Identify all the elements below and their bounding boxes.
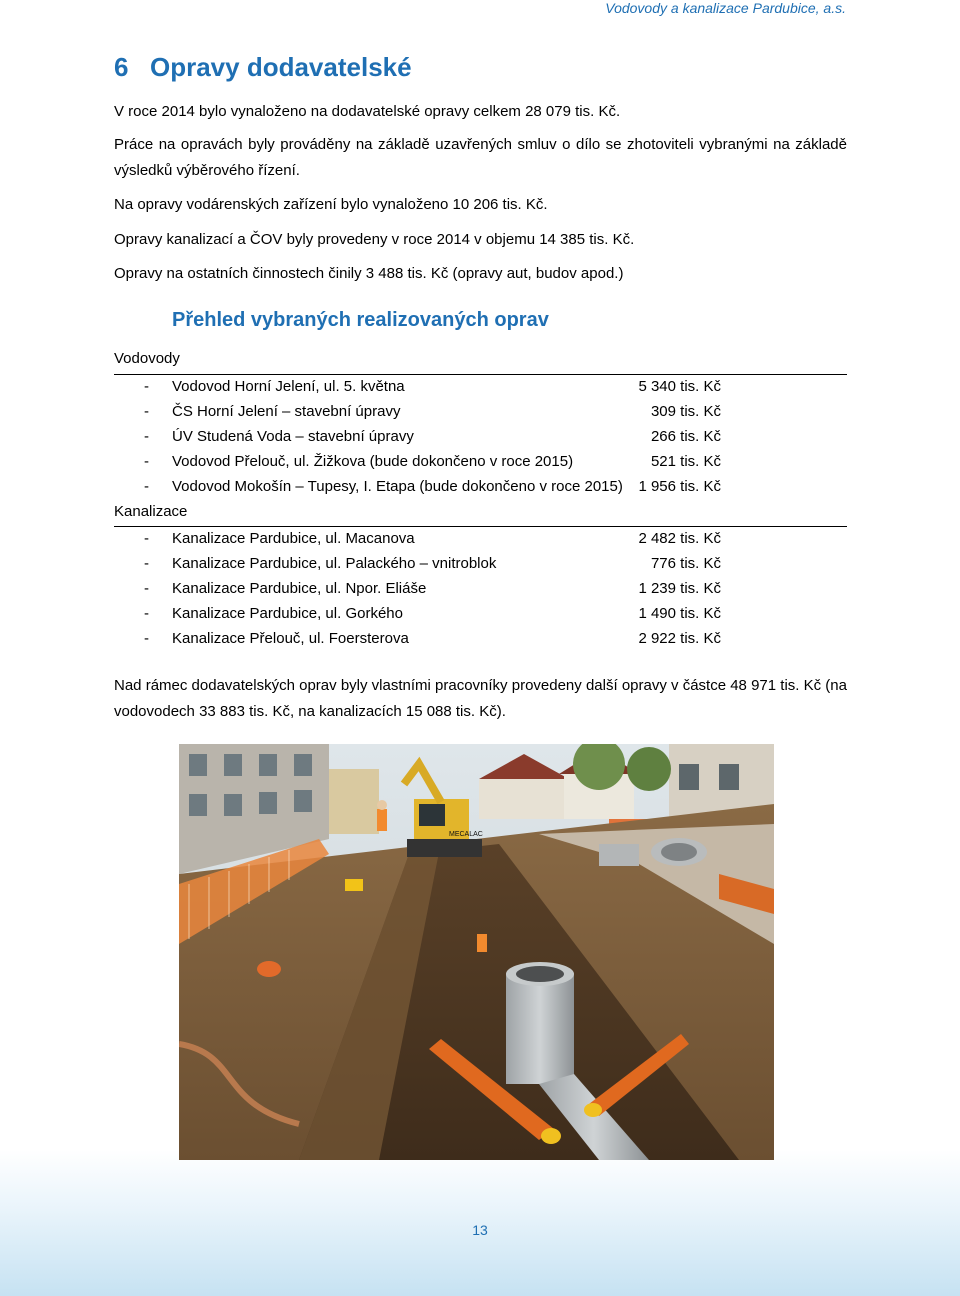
- paragraph-sewer: Opravy kanalizací a ČOV byly provedeny v roce 2014 v objemu 14 385 tis. Kč.: [114, 231, 635, 248]
- section-rule: [114, 526, 847, 527]
- list-item: [114, 530, 721, 555]
- paragraph-water-facilities: Na opravy vodárenských zařízení bylo vynaloženo 10 206 tis. Kč.: [114, 196, 548, 213]
- list-item: [114, 630, 721, 655]
- list-item: [114, 453, 721, 478]
- paragraph-total: V roce 2014 bylo vynaloženo na dodavatelské opravy celkem 28 079 tis. Kč.: [114, 103, 621, 120]
- list-dash: -: [144, 605, 149, 622]
- closing-paragraph: Nad rámec dodavatelských oprav byly vlastními pracovníky provedeny další opravy v částce 48 971 tis. Kč (na vodovodech 33 883 tis. Kč, na kanalizacích 15 088 tis. Kč).: [114, 677, 847, 720]
- repair-name: Vodovod Mokošín – Tupesy, I. Etapa (bude dokončeno v roce 2015): [172, 478, 623, 495]
- repair-amount: 1 239 tis. Kč: [638, 580, 721, 597]
- repair-amount: 1 956 tis. Kč: [638, 478, 721, 495]
- list-dash: -: [144, 478, 149, 495]
- page-number: 13: [472, 1222, 488, 1238]
- list-dash: -: [144, 580, 149, 597]
- repair-amount: 521 tis. Kč: [650, 453, 721, 470]
- section-rule: [114, 374, 847, 375]
- repair-name: Kanalizace Přelouč, ul. Foersterova: [172, 630, 409, 647]
- paragraph-contracts: Práce na opravách byly prováděny na základě uzavřených smluv o dílo se zhotoviteli vybranými na základě výsledků výběrového řízení.: [114, 136, 847, 179]
- list-item: [114, 555, 721, 580]
- repair-amount: 2 922 tis. Kč: [638, 630, 721, 647]
- repair-name: ČS Horní Jelení – stavební úpravy: [172, 403, 401, 420]
- list-dash: -: [144, 428, 149, 445]
- paragraph-other: Opravy na ostatních činnostech činily 3 488 tis. Kč (opravy aut, budov apod.): [114, 265, 624, 282]
- repair-amount: 309 tis. Kč: [650, 403, 721, 420]
- list-item: [114, 605, 721, 630]
- list-dash: -: [144, 453, 149, 470]
- excavator-brand-label: MECALAC: [449, 831, 483, 838]
- repair-amount: 2 482 tis. Kč: [638, 530, 721, 547]
- chapter-title: Opravy dodavatelské: [150, 52, 412, 82]
- list-item: [114, 478, 721, 503]
- overview-heading: Přehled vybraných realizovaných oprav: [172, 309, 549, 331]
- list-dash: -: [144, 403, 149, 420]
- repair-name: Vodovod Horní Jelení, ul. 5. května: [172, 378, 405, 395]
- list-dash: -: [144, 555, 149, 572]
- repair-name: ÚV Studená Voda – stavební úpravy: [172, 428, 414, 445]
- chapter-heading: [114, 52, 412, 83]
- repair-name: Kanalizace Pardubice, ul. Npor. Eliáše: [172, 580, 427, 597]
- running-header: Vodovody a kanalizace Pardubice, a.s.: [605, 0, 846, 16]
- section-label-vodovody: Vodovody: [114, 350, 180, 367]
- repair-amount: 776 tis. Kč: [650, 555, 721, 572]
- section-label-kanalizace: Kanalizace: [114, 503, 188, 520]
- repair-name: Kanalizace Pardubice, ul. Palackého – vnitroblok: [172, 555, 497, 572]
- list-item: [114, 580, 721, 605]
- repair-name: Kanalizace Pardubice, ul. Macanova: [172, 530, 415, 547]
- list-dash: -: [144, 530, 149, 547]
- repair-amount: 266 tis. Kč: [650, 428, 721, 445]
- list-item: [114, 378, 721, 403]
- repair-amount: 1 490 tis. Kč: [638, 605, 721, 622]
- list-dash: -: [144, 630, 149, 647]
- construction-photo: [179, 744, 774, 1160]
- list-item: [114, 403, 721, 428]
- list-item: [114, 428, 721, 453]
- repair-amount: 5 340 tis. Kč: [638, 378, 721, 395]
- repair-name: Vodovod Přelouč, ul. Žižkova (bude dokončeno v roce 2015): [172, 453, 574, 470]
- list-dash: -: [144, 378, 149, 395]
- chapter-number: 6: [114, 52, 129, 82]
- repair-name: Kanalizace Pardubice, ul. Gorkého: [172, 605, 403, 622]
